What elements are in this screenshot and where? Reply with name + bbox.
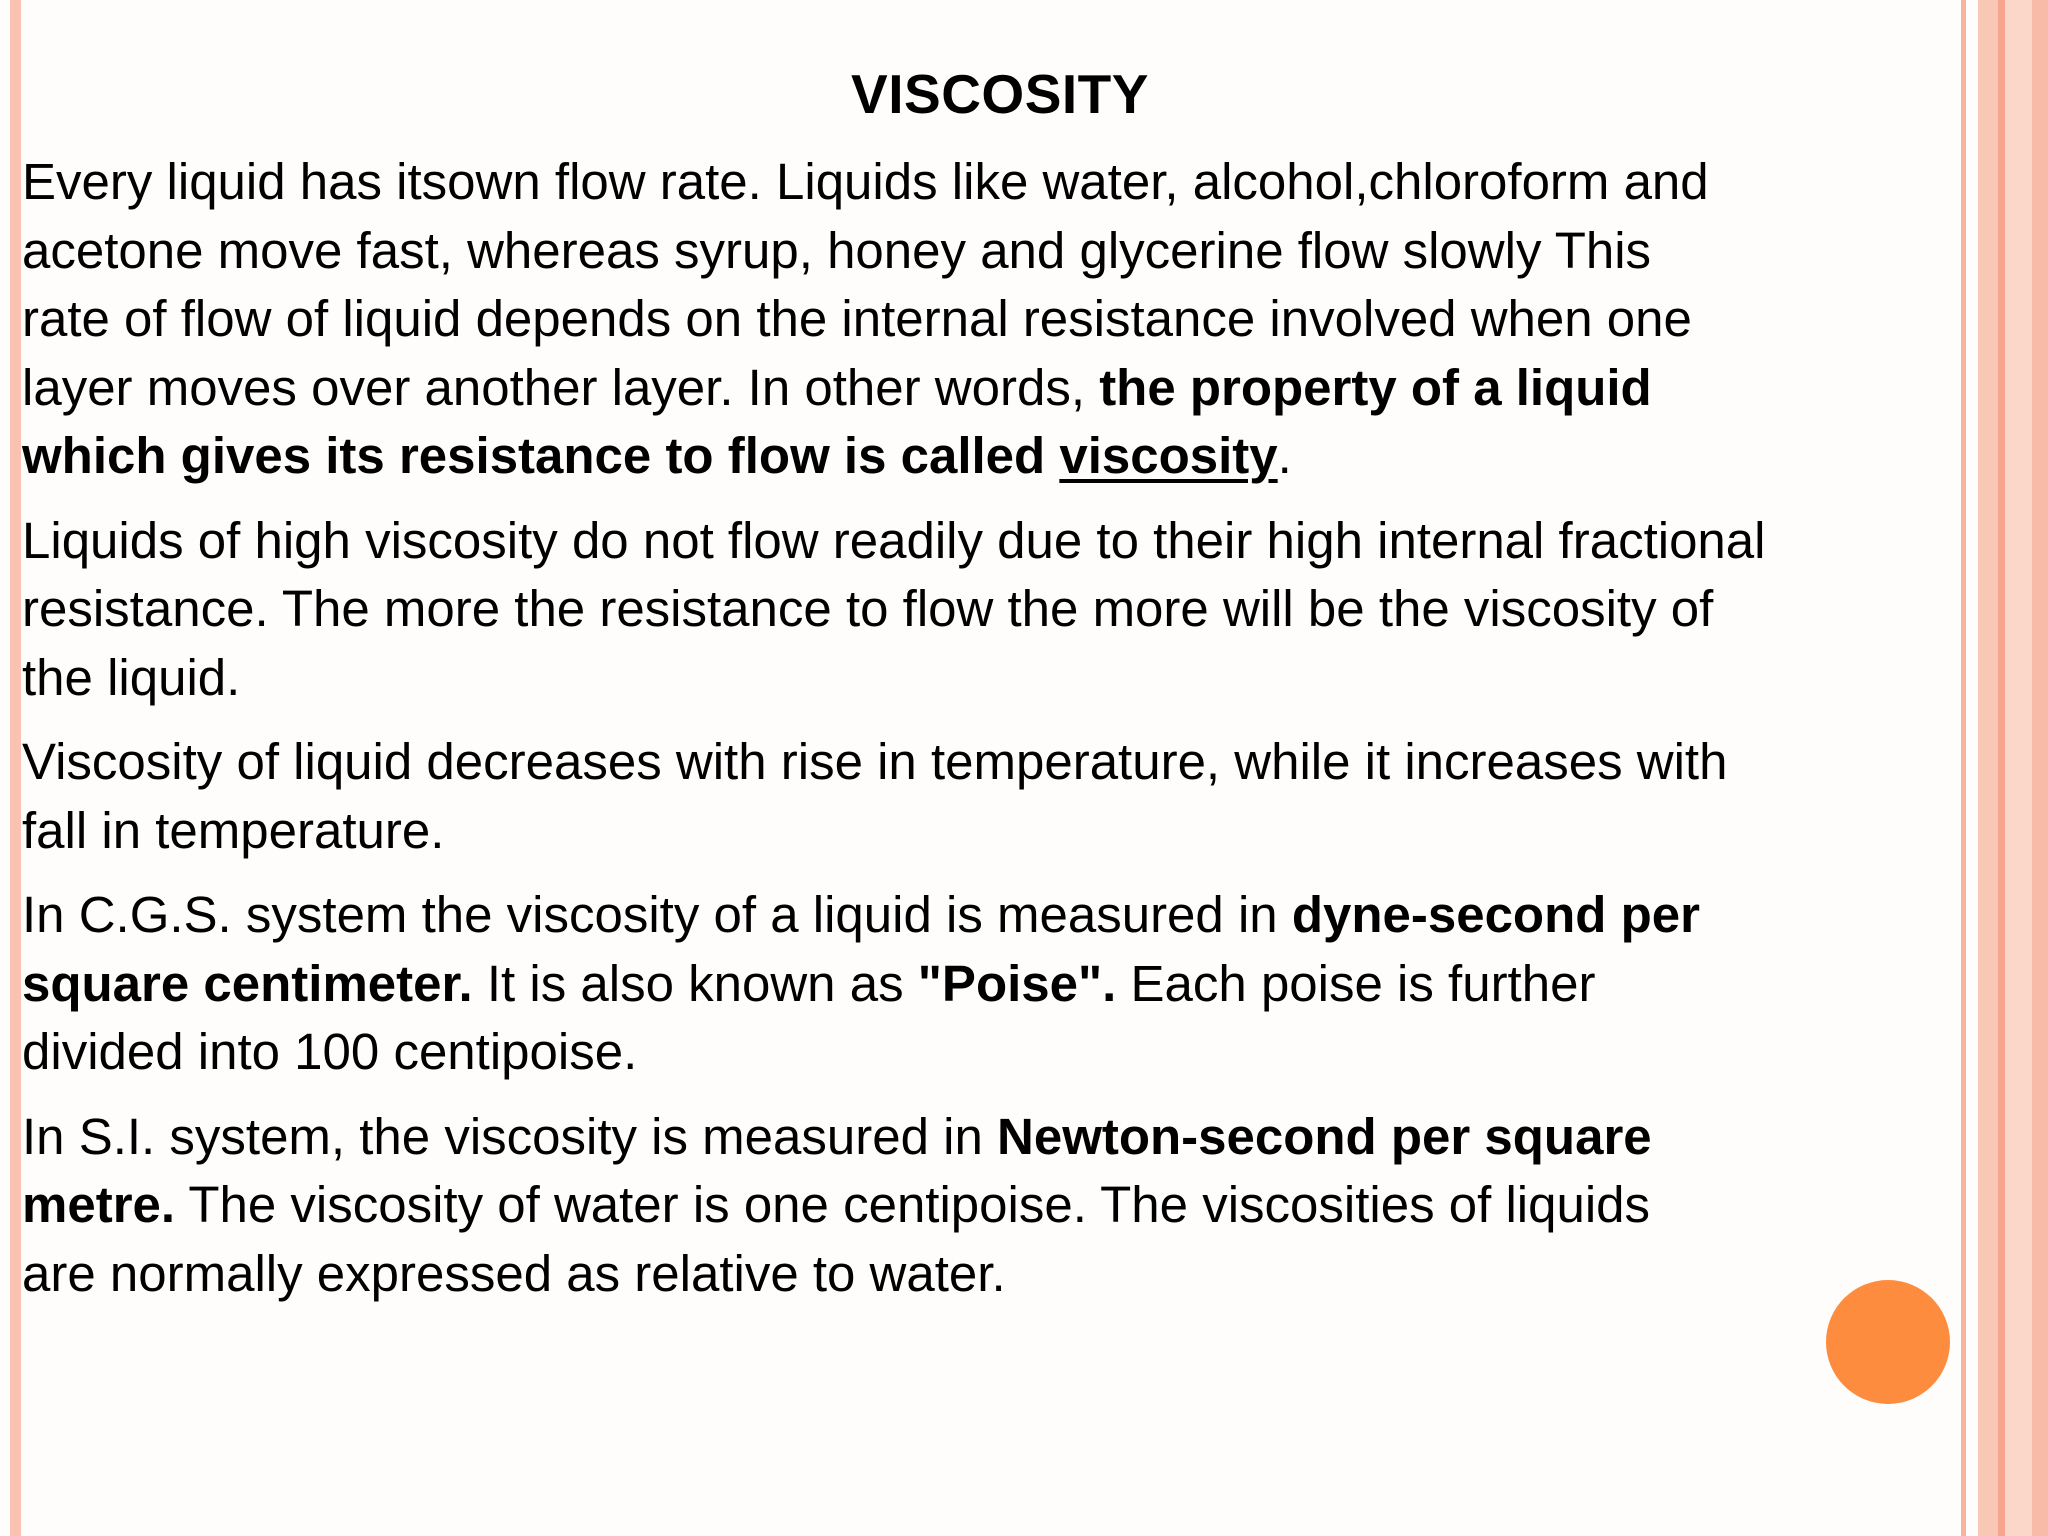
bold-text: dyne-second per (1291, 886, 1700, 943)
text-line: are normally expressed as relative to water. (22, 1244, 1006, 1302)
text-line: the liquid. (22, 648, 241, 706)
text-line: rate of flow of liquid depends on the internal resistance involved when one (22, 290, 1692, 347)
text-line (22, 354, 1972, 423)
bold-text: Newton-second per square (997, 1107, 1652, 1165)
bold-text: "Poise". (917, 954, 1117, 1012)
text-run: It is also known as (472, 954, 918, 1012)
right-border-stripe-c (2005, 0, 2032, 1536)
paragraph-definition (22, 148, 1972, 491)
bold-text: square centimeter. (22, 954, 473, 1012)
bold-text: the property of a liquid (1099, 358, 1652, 416)
text-line (22, 881, 1972, 950)
text-run: The viscosity of water is one centipoise. The viscosities of liquids (175, 1176, 1651, 1233)
paragraph-temperature (22, 728, 1972, 865)
text-line: Every liquid has itsown flow rate. Liquids like water, alcohol,chloroform and (22, 153, 1709, 210)
text-line: Viscosity of liquid decreases with rise in temperature, while it increases with (22, 733, 1728, 790)
right-border-stripe-b (1998, 0, 2005, 1536)
left-border-stripe (10, 0, 21, 1536)
bold-text: metre. (22, 1176, 176, 1233)
paragraph-cgs-units (22, 881, 1972, 1087)
paragraph-high-viscosity (22, 507, 1972, 713)
slide-body (22, 148, 1972, 1324)
paragraph-si-units (22, 1103, 1972, 1309)
text-line (22, 950, 1972, 1019)
right-border-stripe-d (2032, 0, 2048, 1536)
slide-title: VISCOSITY (851, 63, 1149, 125)
text-line: acetone move fast, whereas syrup, honey and glycerine flow slowly This (22, 221, 1652, 279)
text-line (22, 422, 1972, 491)
text-run: layer moves over another layer. In other words, (22, 358, 1100, 416)
orange-circle-decoration (1826, 1280, 1950, 1404)
text-run: In S.I. system, the viscosity is measured in (22, 1107, 998, 1165)
underlined-term: viscosity (1059, 427, 1278, 484)
text-line: resistance. The more the resistance to flow the more will be the viscosity of (22, 580, 1714, 637)
text-line: Liquids of high viscosity do not flow readily due to their high internal fractional (22, 511, 1766, 569)
text-run: . (1277, 427, 1292, 484)
text-line: divided into 100 centipoise. (22, 1023, 638, 1080)
text-run: Each poise is further (1116, 954, 1596, 1012)
right-border-stripe-a (1978, 0, 1998, 1536)
text-run: In C.G.S. system the viscosity of a liquid is measured in (22, 886, 1292, 943)
text-line: fall in temperature. (22, 801, 445, 859)
text-line (22, 1171, 1972, 1240)
text-line (22, 1103, 1972, 1172)
bold-text: which gives its resistance to flow is called (22, 427, 1060, 484)
